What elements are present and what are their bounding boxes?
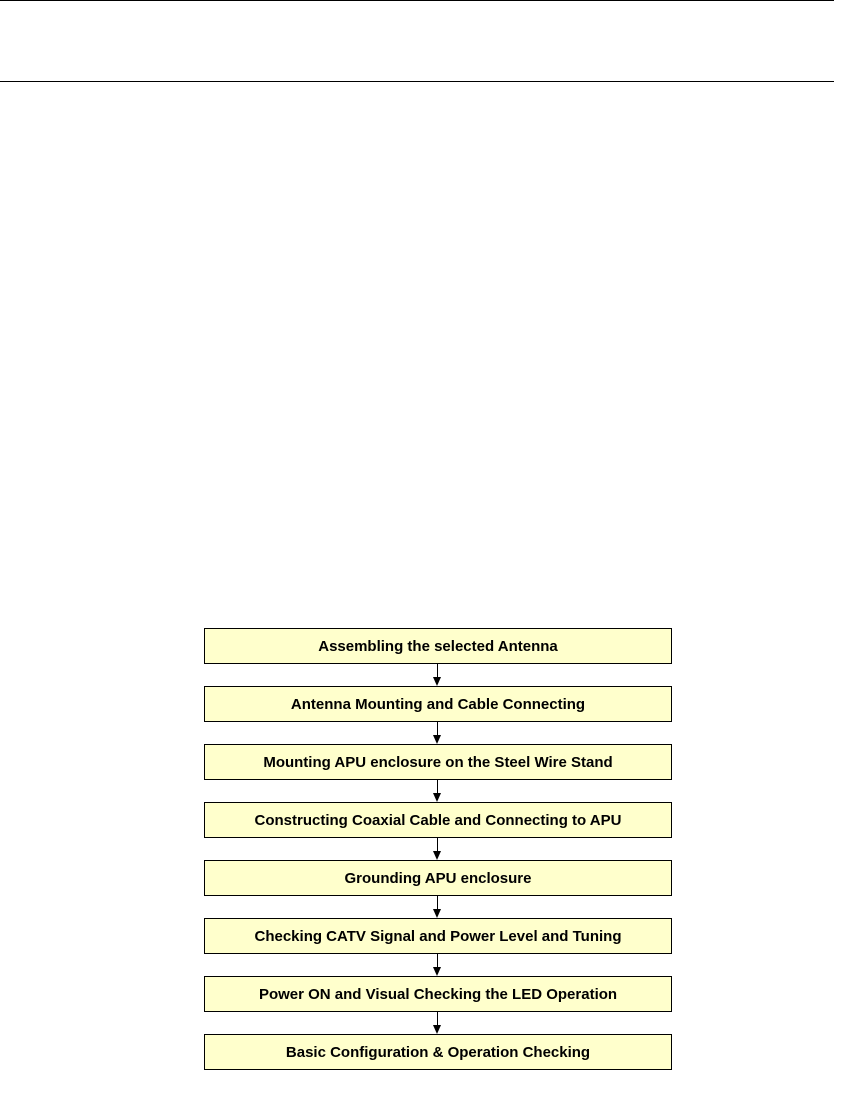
flow-step: Antenna Mounting and Cable Connecting xyxy=(204,686,672,722)
down-arrow-icon xyxy=(204,954,672,976)
flow-step: Basic Configuration & Operation Checking xyxy=(204,1034,672,1070)
header-top-rule xyxy=(0,0,834,1)
down-arrow-icon xyxy=(204,1012,672,1034)
down-arrow-icon xyxy=(204,664,672,686)
header-bottom-rule xyxy=(0,81,834,82)
down-arrow-icon xyxy=(204,896,672,918)
flow-step: Constructing Coaxial Cable and Connecting to APU xyxy=(204,802,672,838)
flow-step: Grounding APU enclosure xyxy=(204,860,672,896)
installation-flowchart xyxy=(204,628,672,1070)
down-arrow-icon xyxy=(204,722,672,744)
flow-step: Mounting APU enclosure on the Steel Wire Stand xyxy=(204,744,672,780)
flow-step: Assembling the selected Antenna xyxy=(204,628,672,664)
flow-step: Checking CATV Signal and Power Level and Tuning xyxy=(204,918,672,954)
flow-step: Power ON and Visual Checking the LED Operation xyxy=(204,976,672,1012)
down-arrow-icon xyxy=(204,780,672,802)
down-arrow-icon xyxy=(204,838,672,860)
